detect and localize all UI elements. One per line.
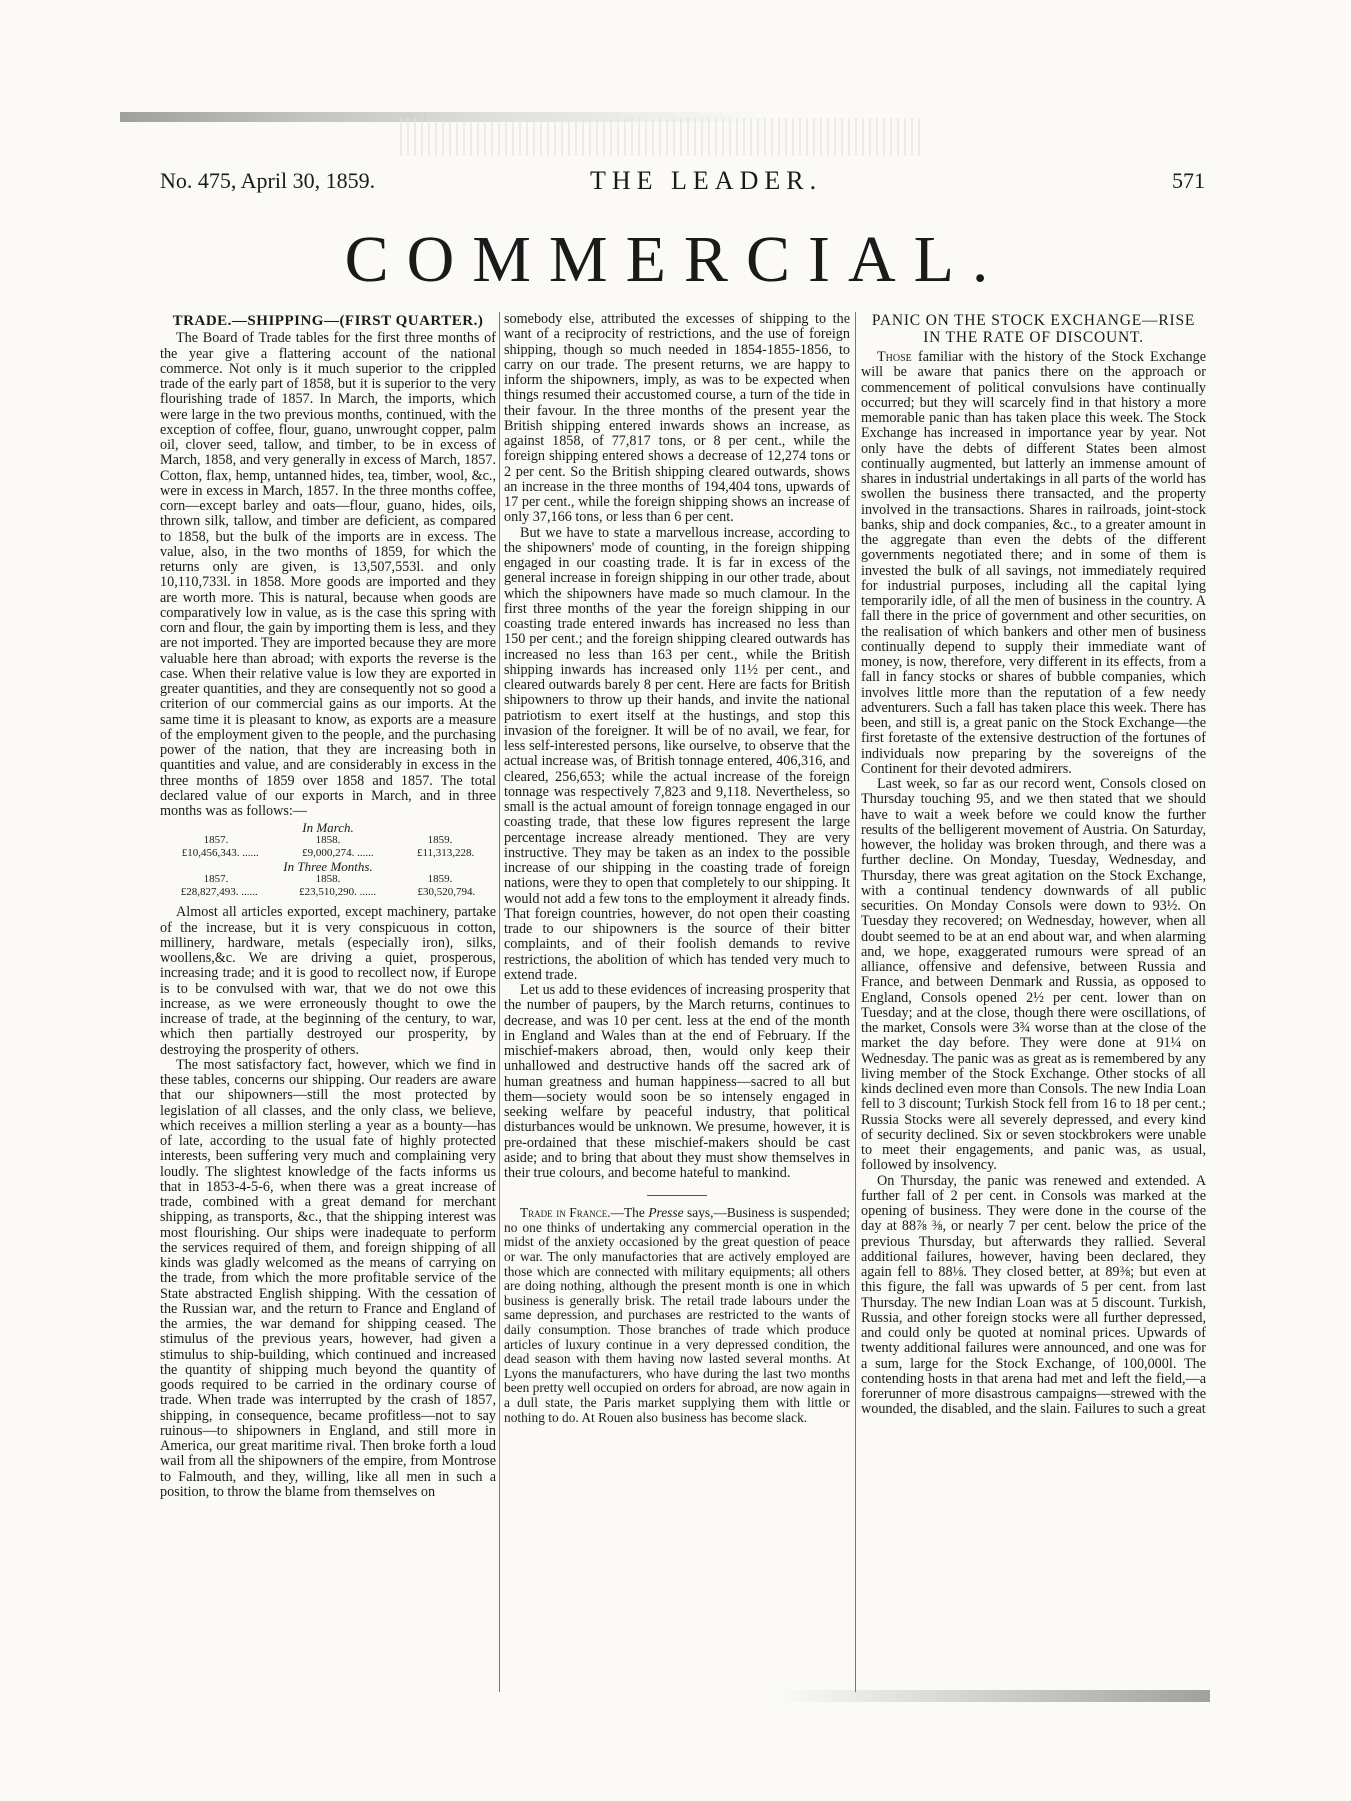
table-years-row — [160, 873, 496, 886]
table-year: 1859. — [427, 834, 453, 847]
paragraph: Last week, so far as our record went, Consols closed on Thursday touching 95, and we then stated that we should have to wait a week before we could know the further results of the belligerent movement of Austria. On Saturday, however, the holiday was broken through, and there was a further decline. On Monday, Tuesday, Wednesday, and Thursday, there was great agitation on the Stock Exchange, with a continual tendency downwards of all public securities. On Monday Consols were down to 93½. On Tuesday they recovered; on Wednesday, however, when all doubt seemed to be at an end about war, and when alarming and, we hope, exaggerated rumours were spread of an alliance, offensive and defensive, between Russia and France, and between Denmark and Russia, as opposed to England, Consols opened 2½ per cent. lower than on Tuesday; and at the close, though there were oscillations, of the market, Consols were 3¾ worse than at the close of the market the day before. They were done at 91¼ on Wednesday. The panic was as great as is remembered by any living member of the Stock Exchange. Other stocks of all kinds declined even more than Consols. The new India Loan fell to 3 discount; Turkish Stock fell from 16 to 18 per cent.; Russia Stocks were all severely depressed, and every kind of security declined. Six or seven stockbrokers were unable to meet their engagements, and panic was, as usual, followed by insolvency. — [861, 776, 1206, 1174]
export-table — [160, 821, 496, 899]
column-1 — [160, 312, 496, 1500]
paragraph: Let us add to these evidences of increasing prosperity that the number of paupers, by the March returns, continues to decrease, and was 10 per cent. less at the end of the month in England and Wales than at the end of February. If the mischief-makers abroad, then, would only keep their unhallowed and destructive hands off the sacred ark of human greatness and human happiness—sacred to all but them—society would soon be so intensely engaged in seeking welfare by peaceful industry, that political disturbances would be unknown. We presume, however, it is pre-ordained that these mischief-makers should be cast aside; and to bring that about they must show themselves in their true colours, and become hateful to mankind. — [504, 982, 850, 1181]
article-divider — [647, 1195, 707, 1196]
column-2 — [504, 312, 850, 1425]
article-heading-panic: PANIC ON THE STOCK EXCHANGE—RISE IN THE RATE OF DISCOUNT. — [871, 312, 1196, 346]
issue-line: No. 475, April 30, 1859. — [160, 168, 376, 193]
newspaper-title: THE LEADER. — [590, 166, 823, 195]
france-paragraph — [504, 1206, 850, 1425]
table-value: £10,456,343. ...... — [181, 847, 259, 860]
paragraph: The most satisfactory fact, however, which we find in these tables, concerns our shipping. Our readers are aware that our shipowners—still the most protected by legislation of all classes, and the only class, we believe, which receives a million sterling a year as a bounty—has of late, according to the usual fate of highly protected interests, been suffering very much and complaining very loudly. The slightest knowledge of the facts informs us that in 1853-4-5-6, when there was a great increase of trade, combined with a great demand for merchant shipping, as transports, &c., that the shipping interest was most flourishing. Our ships were inadequate to perform the services required of them, and foreign shipping of all kinds was gladly welcomed as the means of carrying on the trade, from which the more profitable service of the State abstracted English shipping. With the cessation of the Russian war, and the return to France and England of the armies, the war demand for shipping ceased. The stimulus of the previous years, however, had given a stimulus to ship-building, which continued and increased the quantity of shipping much beyond the quantity of goods required to be carried in the ordinary course of trade. When trade was interrupted by the crash of 1857, shipping, in consequence, became profitless—not to say ruinous—to shipowners in England, and still more in America, our great maritime rival. Then broke forth a loud wail from all the shipowners of the empire, from Montrose to Falmouth, and they, willing, like all men in such a position, to throw the blame from themselves on — [160, 1056, 496, 1500]
table-year: 1857. — [203, 834, 229, 847]
table-caption-three-months: In Three Months. — [283, 859, 373, 875]
table-year: 1858. — [315, 834, 341, 847]
running-header — [160, 168, 1205, 196]
table-value: £30,520,794. — [417, 886, 476, 899]
table-caption-march: In March. — [302, 820, 354, 836]
table-value: £11,313,228. — [416, 847, 475, 860]
table-values-row — [160, 886, 496, 899]
page-number: 571 — [1172, 168, 1205, 193]
paragraph: The Board of Trade tables for the first three months of the year give a flattering account of the national commerce. Not only is it much superior to the crippled trade of the early part of 1858, but it is superior to the very flourishing trade of 1857. In March, the imports, which were large in the two previous months, continued, with the exception of coffee, flour, guano, unwrought copper, palm oil, clover seed, tallow, and timber, to be in excess of March, 1858, and very generally in excess of March, 1857. Cotton, flax, hemp, untanned hides, tea, timber, wool, &c., were in excess in March, 1857. In the three months coffee, corn—except barley and oats—flour, guano, hides, oils, thrown silk, tallow, and timber are deficient, as compared to 1858, but the bulk of the imports are in excess. The value, also, in the two months of 1859, for which the returns only are given, is 13,507,553l. and only 10,110,733l. in 1858. More goods are imported and they are worth more. This is natural, because when goods are comparatively low in value, as is the case this spring with corn and flour, the gain by importing them is less, and they are not imported. They are imported because they are more valuable here than abroad; with exports the reverse is the case. When their relative value is low they are exported in greater quantities, and they are consequently not so good a criterion of our commercial gains as our imports. At the same time it is pleasant to know, as exports are a measure of the employment given to the people, and the purchasing power of the nation, that they are increasing both in quantities and value, and are considerably in excess in the three months of 1859 over 1858 and 1857. The total declared value of our exports in March, and in three months was as follows:— — [160, 330, 496, 819]
column-rule-1 — [499, 312, 500, 1692]
table-value: £23,510,290. ...... — [299, 886, 377, 899]
table-years-row — [160, 834, 496, 847]
column-rule-2 — [855, 312, 856, 1692]
scan-artifact-band — [400, 118, 920, 156]
section-title: COMMERCIAL. — [344, 223, 1007, 296]
column-3 — [861, 312, 1206, 1418]
france-text: —The — [610, 1205, 649, 1221]
france-text: says,—Business is suspended; no one thinks of undertaking any commercial operation in the midst of the anxiety occasioned by the great question of peace or war. The only manufactories that are actively employed are those which are connected with military equipments; all others are doing nothing, although the present month is one in which business is generally brisk. The retail trade labours under the same depression, and purchases are restricted to the wants of daily consumption. Those branches of trade which produce articles of luxury continue in a very depressed condition, the dead season with them having now lasted several months. At Lyons the manufacturers, who have during the last two months been pretty well occupied on orders for abroad, are now again in a dull state, the Paris market supplying them with little or nothing to do. At Rouen also business has become slack. — [504, 1205, 850, 1425]
paragraph: somebody else, attributed the excesses of shipping to the want of a reciprocity of restrictions, and the use of foreign shipping, though so much needed in 1854-1855-1856, to carry on our trade. The present returns, we are happy to inform the shipowners, imply, as was to be expected when things resumed their accustomed course, a turn of the tide in their favour. In the three months of the present year the British shipping entered inwards shows an increase, as against 1858, of 77,817 tons, or 8 per cent., while the foreign shipping entered shows a decrease of 12,274 tons or 2 per cent. So the British shipping cleared outwards, shows an increase in the three months of 194,404 tons, upwards of 17 per cent., while the foreign shipping shows an increase of only 37,166 tons, or less than 6 per cent. — [504, 311, 850, 526]
table-year: 1859. — [427, 873, 453, 886]
paragraph — [861, 350, 1206, 777]
paragraph: But we have to state a marvellous increase, according to the shipowners' mode of counting, in the foreign shipping engaged in our coasting trade. It is far in excess of the general increase in foreign shipping in our other trade, about which the shipowners have made so much clamour. In the first three months of the year the foreign shipping in our coasting trade entered inwards has increased no less than 150 per cent.; and the foreign shipping cleared outwards has increased no less than 163 per cent., while the British shipping inwards has increased only 11½ per cent., and cleared outwards barely 8 per cent. Here are facts for British shipowners to throw up their hands, and invite the national patriotism to exert itself at the hustings, and stop this invasion of the foreigner. It will be of no avail, we fear, for less self-interested persons, like ourselve, to observe that the actual increase was, of British tonnage entered, 406,316, and cleared, 256,653; while the actual increase of the foreign tonnage was respectively 7,823 and 9,118. Nevertheless, so small is the actual amount of foreign tonnage engaged in our coasting trade, that these low figures represent the large percentage increase already mentioned. They are very instructive. They may be taken as an index to the possible increase of our shipping in the coasting trade of foreign nations, were they to open that completely to our shipping. It would not add a few tons to the employment it already finds. That foreign countries, however, do not open their coasting trade to our shipowners is the source of their bitter complaints, and of their foolish demands to revive restrictions, the abolition of which has tended very much to extend trade. — [504, 524, 850, 983]
paragraph: On Thursday, the panic was renewed and extended. A further fall of 2 per cent. in Consols was marked at the opening of business. They were done in the course of the day at 88⅞ ⅜, or nearly 7 per cent. below the price of the previous Thursday, but afterwards they rallied. Several additional failures, however, having been declared, they again fell to 88⅛. They closed better, at 89⅜; but even at this figure, the fall was upwards of 5 per cent. from last Thursday. The new Indian Loan was at 5 discount. Turkish, Russia, and other foreign stocks were all further depressed, and could only be quoted at nominal prices. Upwards of twenty additional failures were announced, and one was for a sum, large for the Stock Exchange, of 100,000l. The contending hosts in that arena had met and left the field,—a forerunner of more disastrous campaigns—strewed with the wounded, the disabled, and the slain. Failures to such a great — [861, 1172, 1206, 1418]
lead-word: Those — [877, 349, 912, 365]
table-value: £9,000,274. ...... — [302, 847, 374, 860]
france-lead: Trade in France. — [520, 1205, 611, 1221]
presse-title: Presse — [648, 1205, 684, 1221]
paragraph-text: familiar with the history of the Stock Exchange will be aware that panics there on the approach or commencement of political convulsions have continually occurred; but they will scarcely find in that history a more memorable panic than has taken place this week. The Stock Exchange has increased in importance year by year. Not only have the debts of different States been almost continually augmented, but latterly an immense amount of shares in industrial undertakings in all parts of the world has swollen the business there transacted, and the property involved in the transactions. Shares in railroads, joint-stock banks, ship and dock companies, &c., to a greater amount in the aggregate than even the debts of the different governments negotiated there; and in some of them is invested the bulk of all savings, not immediately required for industrial purposes, including all the capital lying temporarily idle, of all the men of business in the country. A fall there in the price of government and other securities, on the realisation of which bankers and other men of business continually depend to supply their immediate want of money, is now, therefore, very different in its effects, from a fall in fancy stocks or shares of bubble companies, which involves little more than the reputation of a few needy adventurers. Such a fall has taken place this week. There has been, and still is, a great panic on the Stock Exchange—the first foretaste of the extensive destruction of the fortunes of individuals now preparing by the sovereigns of the Continent for their devoted admirers. — [861, 349, 1206, 777]
table-year: 1857. — [203, 873, 229, 886]
table-value: £28,827,493. ...... — [180, 886, 258, 899]
paragraph: Almost all articles exported, except machinery, partake of the increase, but it is very conspicuous in cotton, millinery, hardware, metals (especially iron), silks, woollens,&c. We are driving a quiet, prosperous, increasing trade; and it is good to recollect now, if Europe is to be convulsed with war, that we do not owe this increase, as we were erroneously thought to owe the increase of trade, at the beginning of the century, to war, which then partially destroyed our prosperity, by destroying the prosperity of others. — [160, 904, 496, 1058]
article-heading-trade: TRADE.—SHIPPING—(FIRST QUARTER.) — [172, 313, 484, 329]
scan-artifact-bottom — [130, 1690, 1210, 1702]
table-year: 1858. — [315, 873, 341, 886]
